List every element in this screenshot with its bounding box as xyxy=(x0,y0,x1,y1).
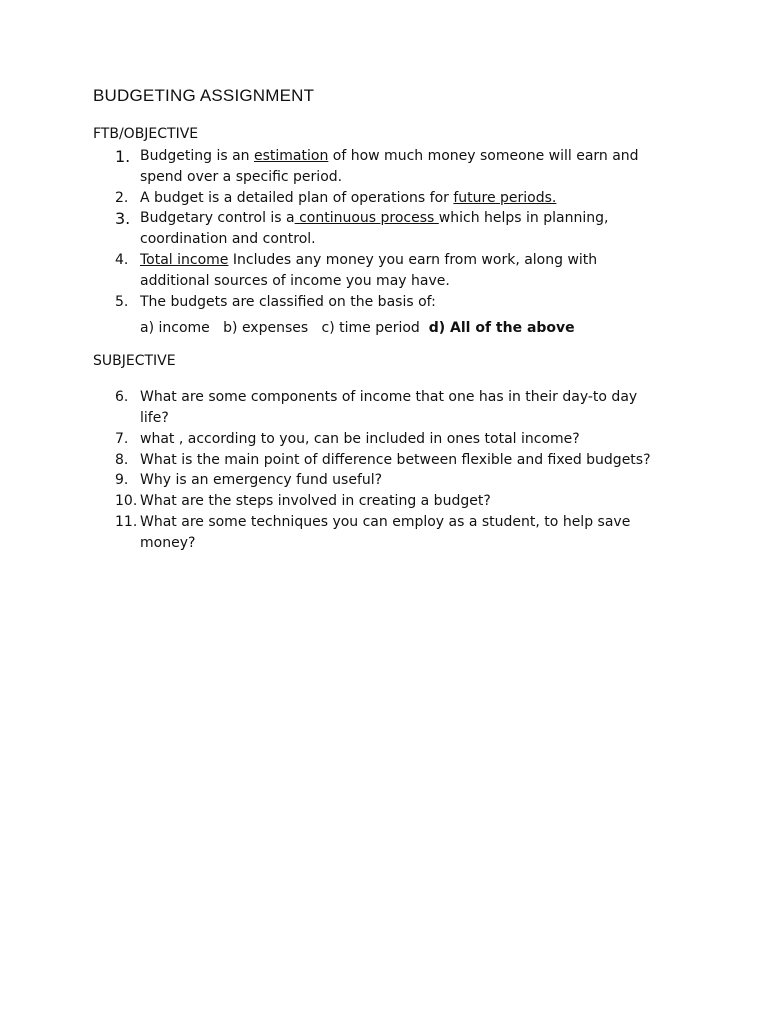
answer-options xyxy=(140,318,575,339)
item-number: 10. xyxy=(115,493,138,509)
item-text: What are some components of income that one has in their day-to day xyxy=(140,389,638,405)
item-text: money? xyxy=(140,535,196,551)
item-number: 9. xyxy=(115,472,129,488)
item-number: 11. xyxy=(115,514,138,530)
underlined-term: estimation xyxy=(254,148,329,164)
item-number: 7. xyxy=(115,431,129,447)
item-text: What are the steps involved in creating a budget? xyxy=(140,493,491,509)
item-text: A budget is a detailed plan of operations for xyxy=(140,190,454,206)
option-d: d) All of the above xyxy=(428,320,575,336)
item-text: What are some techniques you can employ as a student, to help save xyxy=(140,514,631,530)
item-text: Budgetary control is a xyxy=(140,210,295,226)
item-text: what , according to you, can be included in ones total income? xyxy=(140,431,580,447)
item-number: 1. xyxy=(115,147,131,166)
item-number: 6. xyxy=(115,389,129,405)
underlined-term: future periods. xyxy=(453,190,557,206)
item-text: which helps in planning, xyxy=(438,210,609,226)
item-text: spend over a specific period. xyxy=(140,169,343,185)
page-title: BUDGETING ASSIGNMENT xyxy=(93,86,315,105)
underlined-term: Total income xyxy=(140,252,229,268)
item-text: Includes any money you earn from work, along with xyxy=(228,252,598,268)
item-text: coordination and control. xyxy=(140,231,316,247)
item-number: 8. xyxy=(115,452,129,468)
option-b: b) expenses xyxy=(223,320,309,336)
item-number: 3. xyxy=(115,209,131,228)
item-number: 2. xyxy=(115,190,129,206)
item-text: Budgeting is an xyxy=(140,148,254,164)
option-c: c) time period xyxy=(321,320,420,336)
item-number: 5. xyxy=(115,294,129,310)
item-text: Why is an emergency fund useful? xyxy=(140,472,383,488)
subjective-heading: SUBJECTIVE xyxy=(93,353,176,369)
underlined-term: continuous process xyxy=(294,210,439,226)
option-a: a) income xyxy=(140,320,210,336)
item-text: The budgets are classified on the basis of: xyxy=(140,294,436,310)
item-number: 4. xyxy=(115,252,129,268)
objective-heading: FTB/OBJECTIVE xyxy=(93,126,199,142)
item-text: What is the main point of difference between flexible and fixed budgets? xyxy=(140,452,651,468)
item-text: life? xyxy=(140,410,169,426)
item-text: additional sources of income you may have. xyxy=(140,273,450,289)
item-text: of how much money someone will earn and xyxy=(328,148,639,164)
